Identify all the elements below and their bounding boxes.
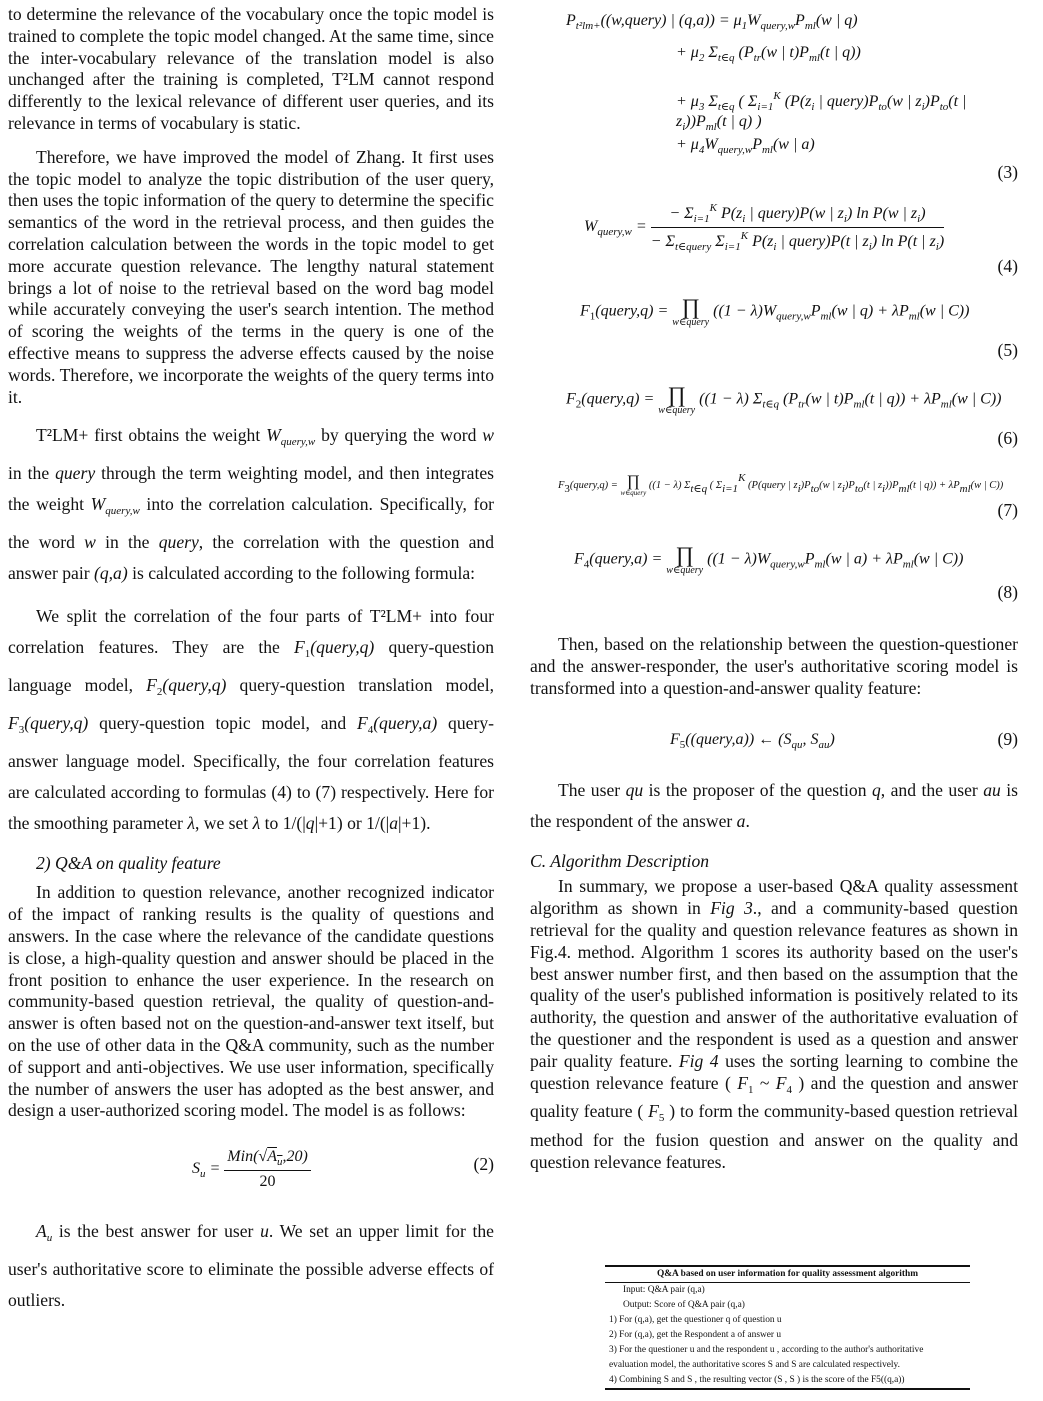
algorithm-step-4: 4) Combining S and S , the resulting vector (S , S ) is the score of the F5((q,a)) <box>609 1375 905 1385</box>
equation-6: $F_2(query,q)$ = ∏ w∈query ((1 − λ) $\Sigma_{t\in q}$ ($P_{tr}(w$ | $t)P_{ml}(t$ | $q)) + \lambda P_{ml}(w$ | C)) (6) <box>566 382 1018 448</box>
paragraph-9: In summary, we propose a user-based Q&A quality assessment algorithm as shown in Fig 3., and a community-based question retrieval for the quality and question relevance features as shown in Fig.4. method. Algorithm 1 scores its authority based on the user's best answer number first, and then based on the assumption that the quality of the user's published information is positively related to its authority, the question and answer of the authoritative evaluation of the questioner and the respondent is used as a question and answer pair quality feature. Fig 4 uses the sorting learning to combine the question relevance feature ( $F_1$ ~ $F_4$ ) and the question and answer quality feature ( $F_5$ ) to form the community-based question retrieval method for the fusion question and answer on the quality and question relevance features. <box>530 876 1018 1172</box>
equation-4: $W_{query,w}$ = $\frac{- \Sigma_{i=1}^K P(z_i | query)P(w | z_i) \ln P(w | z_i)}{- \Sigma_{t\in query} \Sigma_{i=1}^K P(z_i | query)P(t | z_i) \ln P(t | z_i)}$ (4) <box>584 202 1018 276</box>
paragraph-2: Therefore, we have improved the model of Zhang. It first uses the topic model to analyze the topic distribution of the user query, then uses the topic information of the query to determine the specific semantics of the word in the retrieval process, and then guides the correlation calculation between the words in the topic model to get more accurate question relevance. The lengthy natural statement brings a lot of noise to the retrieval based on the word bag model while accurately conveying the user's search intention. The method of scoring the weights of the terms in the query is one of the effective means to suppress the adverse effects caused by the noise words. Therefore, we incorporate the weights of the query terms into it. <box>8 146 494 407</box>
paragraph-3: T²LM+ first obtains the weight $W_{query,w}$ by querying the word w in the query through the term weighting model, and then integrates the weight $W_{query,w}$ into the correlation calculation. Specifically, for the word w in the query, the correlation with the question and answer pair (q,a) is calculated according to the following formula: <box>8 425 495 584</box>
equation-number: (7) <box>997 500 1018 520</box>
equation-8: $F_4(query,a)$ = ∏ w∈query ($(1 - \lambda)W_{query,w}P_{ml}(w$ | $a) + \lambda P_{ml}(w$ | C)) (8) <box>574 542 1018 602</box>
equation-2: $S_u$ = $\frac{Min(√A_u,20)}{20}$ (2) <box>192 1148 494 1191</box>
equation-5: $F_1(query,q)$ = ∏ w∈query ($(1 - \lambda)W_{query,w}P_{ml}(w$ | $q) + \lambda P_{ml}(w$ | C)) (5) <box>580 294 1018 360</box>
equation-9: $F_5((query,a))$ ← ($S_{qu}$, $S_{au}$) (9) <box>670 729 1018 752</box>
algorithm-output: Output: Score of Q&A pair (q,a) <box>623 1300 745 1310</box>
paragraph-5: In addition to question relevance, another recognized indicator of the impact of ranking results is the quality of questions and answers. In the case where the relevance of the candidate questions is close, a high-quality question and answer should be placed in the front position to enhance the user experience. In the research on community-based question retrieval, the quality of question-and-answer is often based not on the question-and-answer text itself, but on the use of other data in the Q&A community, such as the number of support and anti-objectives. We use user information, specifically the number of answers the user has adopted as the best answer, and design a user-authorized scoring model. The model is as follows: <box>8 882 494 1121</box>
equation-number: (9) <box>997 729 1018 750</box>
algorithm-box <box>605 1265 970 1390</box>
left-column <box>8 4 494 1316</box>
paragraph-1: to determine the relevance of the vocabulary once the topic model is trained to complete the topic model changed. At the same time, since the inter-vocabulary relevance of the translation model is also unchanged after the training is completed, T²LM cannot respond differently to the lexical relevance of different user queries, and its relevance in terms of vocabulary is static. <box>8 4 494 133</box>
algorithm-step-2: 2) For (q,a), get the Respondent a of answer u <box>609 1330 782 1340</box>
algorithm-step-1: 1) For (q,a), get the questioner q of question u <box>609 1315 782 1325</box>
algorithm-title: Q&A based on user information for quality assessment algorithm <box>605 1267 970 1283</box>
algorithm-input: Input: Q&A pair (q,a) <box>623 1285 705 1295</box>
paragraph-7: Then, based on the relationship between the question-questioner and the answer-responder, the user's authoritative scoring model is transformed into a question-and-answer quality feature: <box>530 634 1018 698</box>
equation-7: F3(query,q) = ∏ w∈query ((1 − λ) Σt∈q ( Σi=1K (P(query | zi)Pto(w | zi)Pto(t | zi))Pml(t | q)) + λPml(w | C)) (7) <box>558 472 1018 520</box>
equation-number: (6) <box>997 428 1018 448</box>
subsection-heading: 2) Q&A on quality feature <box>36 853 221 874</box>
algorithm-step-3-cont: evaluation model, the authoritative scores S and S are calculated respectively. <box>609 1360 900 1370</box>
section-heading: C. Algorithm Description <box>530 851 710 872</box>
right-column <box>530 4 1018 1174</box>
equation-number: (4) <box>997 256 1018 276</box>
equation-number: (5) <box>997 340 1018 360</box>
paragraph-4: We split the correlation of the four parts of T²LM+ into four correlation features. They are the $F_1(query,q)$ query-question language model, $F_2(query,q)$ query-question translation model, $F_3(query,q)$ query-question topic model, and $F_4(query,a)$ query-answer language model. Specifically, the four correlation features are calculated according to formulas (4) to (7) respectively. Here for the smoothing parameter λ, we set λ to 1/(|q|+1) or 1/(|a|+1). <box>8 606 495 834</box>
algorithm-step-3: 3) For the questioner u and the respondent u , according to the author's authoritative <box>609 1345 924 1355</box>
equation-3: $P_{t^2lm+}((w,query)$ | $(q,a)) = \mu_1W_{query,w}P_{ml}(w$ | q) + $\mu_2$ $\Sigma_{t\in q}$ ($P_{tr}(w$ | $t)P_{ml}(t$ | q)) + $\mu_3$ $\Sigma_{t\in q}$ ( $\Sigma_{i=1}^K$ ($P(z_i$ | $query)P_{to}(w$ | $z_i)P_{to}(t$ | $z_i))P_{ml}(t$ | q) ) + $\mu_4W_{query,w}P_{ml}(w$ | a) (3) <box>566 12 1018 182</box>
equation-number: (3) <box>997 162 1018 182</box>
paragraph-8: The user qu is the proposer of the question q, and the user au is the respondent of the answer a. <box>530 780 1019 832</box>
equation-number: (2) <box>473 1154 494 1175</box>
equation-number: (8) <box>997 582 1018 602</box>
paragraph-6: $A_u$ is the best answer for user u. We set an upper limit for the user's authoritative score to eliminate the possible adverse effects of outliers. <box>8 1221 494 1311</box>
